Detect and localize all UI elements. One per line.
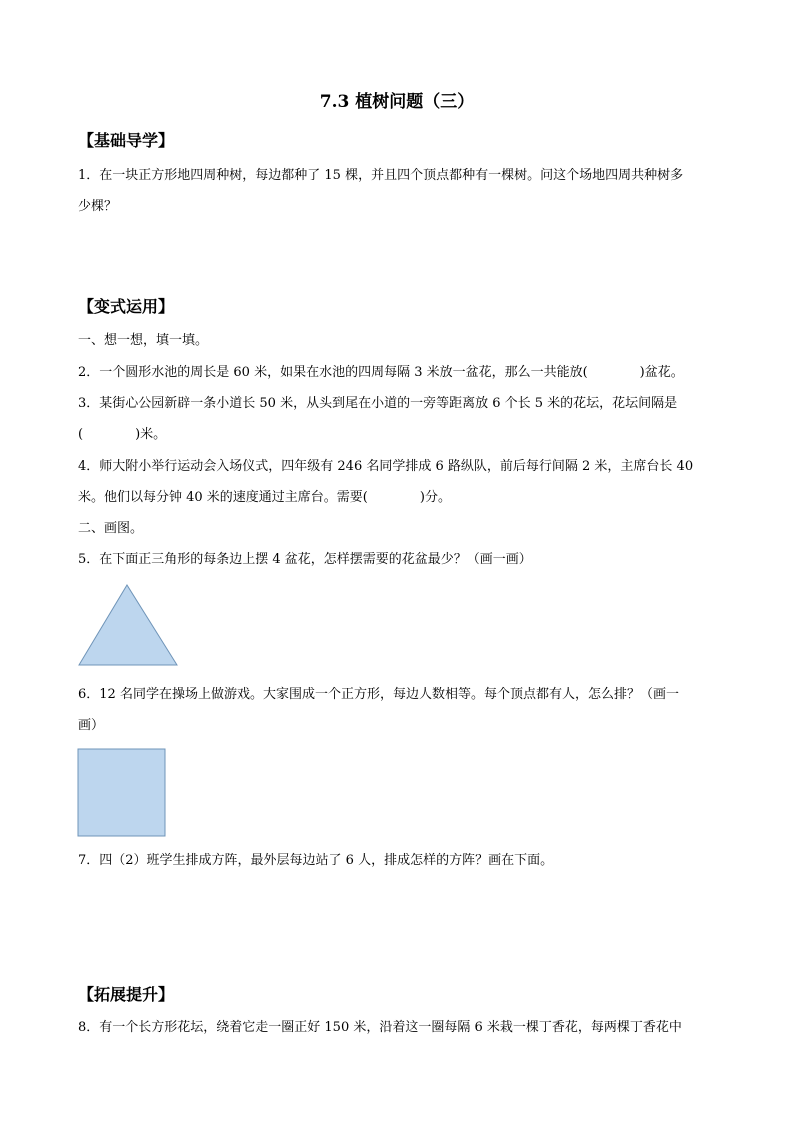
question-1-line-2: 少棵？ [78,199,118,214]
equilateral-triangle-figure [77,583,179,667]
question-6-line-2: 画） [78,718,105,733]
section-extend-heading: 【拓展提升】 [78,985,175,1004]
square-figure [77,748,167,838]
section-basic-heading: 【基础导学】 [78,131,175,150]
question-3-line-2: ( )米。 [78,427,167,442]
part-2-heading: 二、画图。 [78,521,144,536]
question-5: 5．在下面正三角形的每条边上摆 4 盆花，怎样摆需要的花盆最少？（画一画） [78,552,532,567]
question-4-line-2: 米。他们以每分钟 40 米的速度通过主席台。需要( )分。 [78,490,451,505]
question-8: 8．有一个长方形花坛，绕着它走一圈正好 150 米，沿着这一圈每隔 6 米栽一棵丁香花，每两棵丁香花中 [78,1020,682,1035]
part-1-heading: 一、想一想，填一填。 [78,333,209,348]
question-4-line-1: 4．师大附小举行运动会入场仪式，四年级有 246 名同学排成 6 路纵队，前后每行间隔 2 米，主席台长 40 [78,459,694,474]
question-1-line-1: 1．在一块正方形地四周种树，每边都种了 15 棵，并且四个顶点都种有一棵树。问这个场地四周共种树多 [78,168,684,183]
section-variant-heading: 【变式运用】 [78,297,175,316]
question-7: 7．四（2）班学生排成方阵，最外层每边站了 6 人，排成怎样的方阵？画在下面。 [78,853,554,868]
page-title: 7.3 植树问题（三） [319,92,475,112]
question-3-line-1: 3．某街心公园新辟一条小道长 50 米，从头到尾在小道的一旁等距离放 6 个长 5 米的花坛，花坛间隔是 [78,396,678,411]
question-2: 2．一个圆形水池的周长是 60 米，如果在水池的四周每隔 3 米放一盆花，那么一共能放( )盆花。 [78,365,684,380]
question-6-line-1: 6．12 名同学在操场上做游戏。大家围成一个正方形，每边人数相等。每个顶点都有人，怎么排？（画一 [78,687,679,702]
